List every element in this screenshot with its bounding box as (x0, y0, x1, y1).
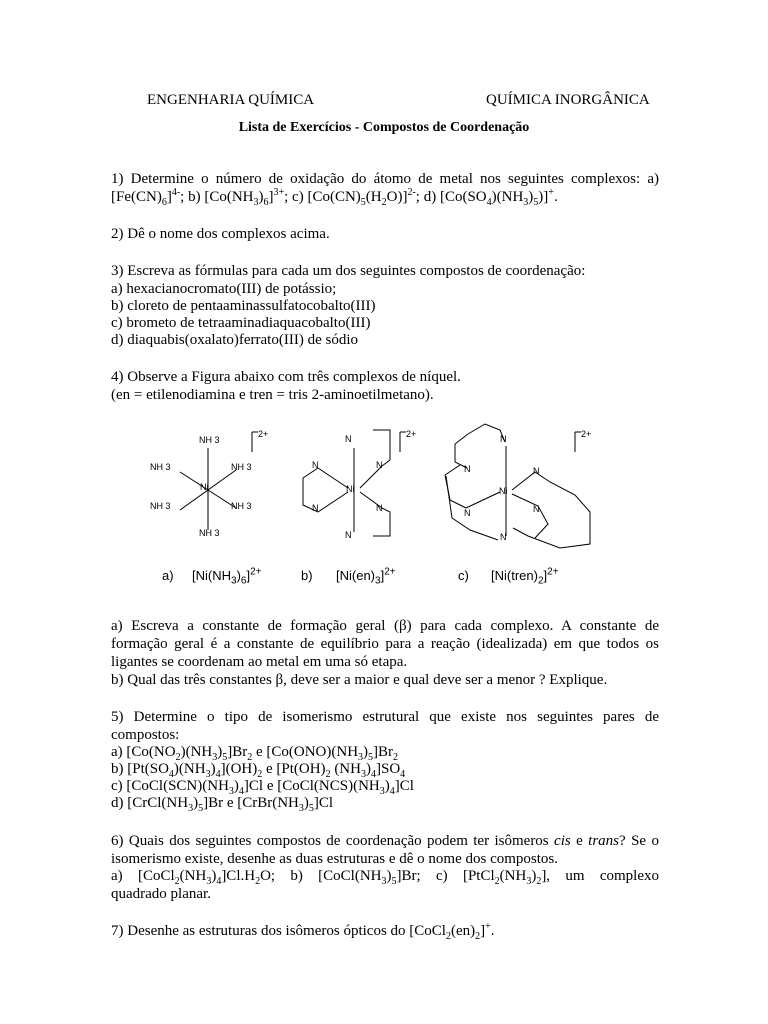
a-charge: 2+ (258, 429, 269, 439)
b-ni: Ni (346, 484, 355, 494)
c-charge: 2+ (581, 429, 592, 439)
b-n-bottom: N (345, 530, 352, 540)
a-nh3-left-top: NH 3 (150, 462, 171, 472)
a-nh3-bottom: NH 3 (199, 528, 220, 538)
q4a-line-1: a) Escreva a constante de formação geral (β) para cada complexo. A constante de (111, 618, 659, 634)
q5-line-1: 5) Determine o tipo de isomerismo estrutural que existe nos seguintes pares de (111, 709, 659, 725)
b-n-right-bottom: N (376, 503, 383, 513)
b-n-right-top: N (376, 460, 383, 470)
q4b-text: b) Qual das três constantes β, deve ser a maior e qual deve ser a menor ? Explique. (111, 672, 608, 688)
b-n-top: N (345, 434, 352, 444)
a-nh3-top: NH 3 (199, 435, 220, 445)
q3-text: 3) Escreva as fórmulas para cada um dos seguintes compostos de coordenação: (111, 263, 586, 279)
q1-formulas: $[Fe(CN)_6]^{4-}$; b) $[Co(NH_3)_6]^{3+}$; c) $[Co(CN)_5(H_2O)]^{2-}$; d) $[Co(SO_4)(NH_3)_5)]^+$. (111, 187, 558, 208)
q5-item-d: d) $[CrCl(NH_3)_5]Br$ e $[CrBr(NH_3)_5]Cl$ (111, 795, 334, 814)
a-nh3-right-top: NH 3 (231, 462, 252, 472)
q6-line-4: quadrado planar. (111, 886, 211, 902)
a-ni: Ni (200, 482, 209, 492)
figure-label-a: a) (162, 568, 174, 583)
q4a-line-2: formação geral é a constante de equilíbrio para a reação (idealizada) em que todos os (111, 636, 659, 652)
figure-label-b: b) (301, 568, 313, 583)
q1-text: 1) Determine o número de oxidação do átomo de metal nos seguintes complexos: a) (111, 171, 659, 187)
c-n-right-top: N (533, 466, 540, 476)
header-right: QUÍMICA INORGÂNICA (486, 92, 650, 108)
c-n-left-top: N (464, 464, 471, 474)
complex-b-structure (303, 430, 406, 536)
document-title: Lista de Exercícios - Compostos de Coordenação (238, 120, 530, 135)
q3-item-c: c) brometo de tetraaminadiaquacobalto(III) (111, 315, 371, 331)
q3-item-b: b) cloreto de pentaaminassulfatocobalto(III) (111, 298, 376, 314)
q4-text: 4) Observe a Figura abaixo com três complexos de níquel. (111, 369, 461, 385)
figure-formula-b: $[Ni(en)_3]^{2+}$ (336, 566, 396, 587)
figure-label-c: c) (458, 568, 469, 583)
q3-item-a: a) hexacianocromato(III) de potássio; (111, 281, 337, 297)
q6-line-1: 6) Quais dos seguintes compostos de coordenação podem ter isômeros cis e trans? Se o (111, 833, 659, 849)
q5-line-2: compostos: (111, 727, 180, 743)
q5-item-a: a) $[Co(NO_2)(NH_3)_5]Br_2$ e $[Co(ONO)(NH_3)_5]Br_2$ (111, 744, 399, 763)
b-n-left-bottom: N (312, 503, 319, 513)
b-n-left-top: N (312, 460, 319, 470)
c-n-right-bottom: N (533, 504, 540, 514)
q6-line-3: a) $[CoCl_2(NH_3)_4]Cl.H_2O$; b) $[CoCl(NH_3)_5]Br$; c) $[PtCl_2(NH_3)_2]$, um complexo (111, 868, 659, 887)
header-left: ENGENHARIA QUÍMICA (147, 92, 315, 108)
b-charge: 2+ (406, 429, 417, 439)
q7-text: 7) Desenhe as estruturas dos isômeros ópticos do $[CoCl_2(en)_2]^+$. (111, 921, 495, 942)
figure-formula-c: $[Ni(tren)_2]^{2+}$ (491, 566, 559, 587)
a-nh3-left-bottom: NH 3 (150, 501, 171, 511)
complex-c-structure (445, 424, 590, 548)
figure-formula-a: $[Ni(NH_3)_6]^{2+}$ (192, 566, 262, 587)
q4a-line-3: ligantes se coordenam ao metal em uma só etapa. (111, 654, 408, 670)
c-n-bottom: N (500, 532, 507, 542)
q3-item-d: d) diaquabis(oxalato)ferrato(III) de sódio (111, 332, 358, 348)
q5-item-b: b) $[Pt(SO_4)(NH_3)_4](OH)_2$ e [$Pt(OH)_2$ $(NH_3)_4]SO_4$ (111, 761, 406, 780)
q2-text: 2) Dê o nome dos complexos acima. (111, 226, 330, 242)
q6-line-2: isomerismo existe, desenhe as duas estruturas e dê o nome dos compostos. (111, 851, 558, 867)
c-ni: Ni (499, 486, 508, 496)
c-n-left-bottom: N (464, 508, 471, 518)
q5-item-c: c) $[CoCl(SCN)(NH_3)_4]Cl$ e $[CoCl(NCS)(NH_3)_4]Cl$ (111, 778, 414, 797)
complex-a-structure (180, 432, 258, 530)
q4-note: (en = etilenodiamina e tren = tris 2-aminoetilmetano). (111, 387, 434, 403)
a-nh3-right-bottom: NH 3 (231, 501, 252, 511)
c-n-top: N (500, 434, 507, 444)
